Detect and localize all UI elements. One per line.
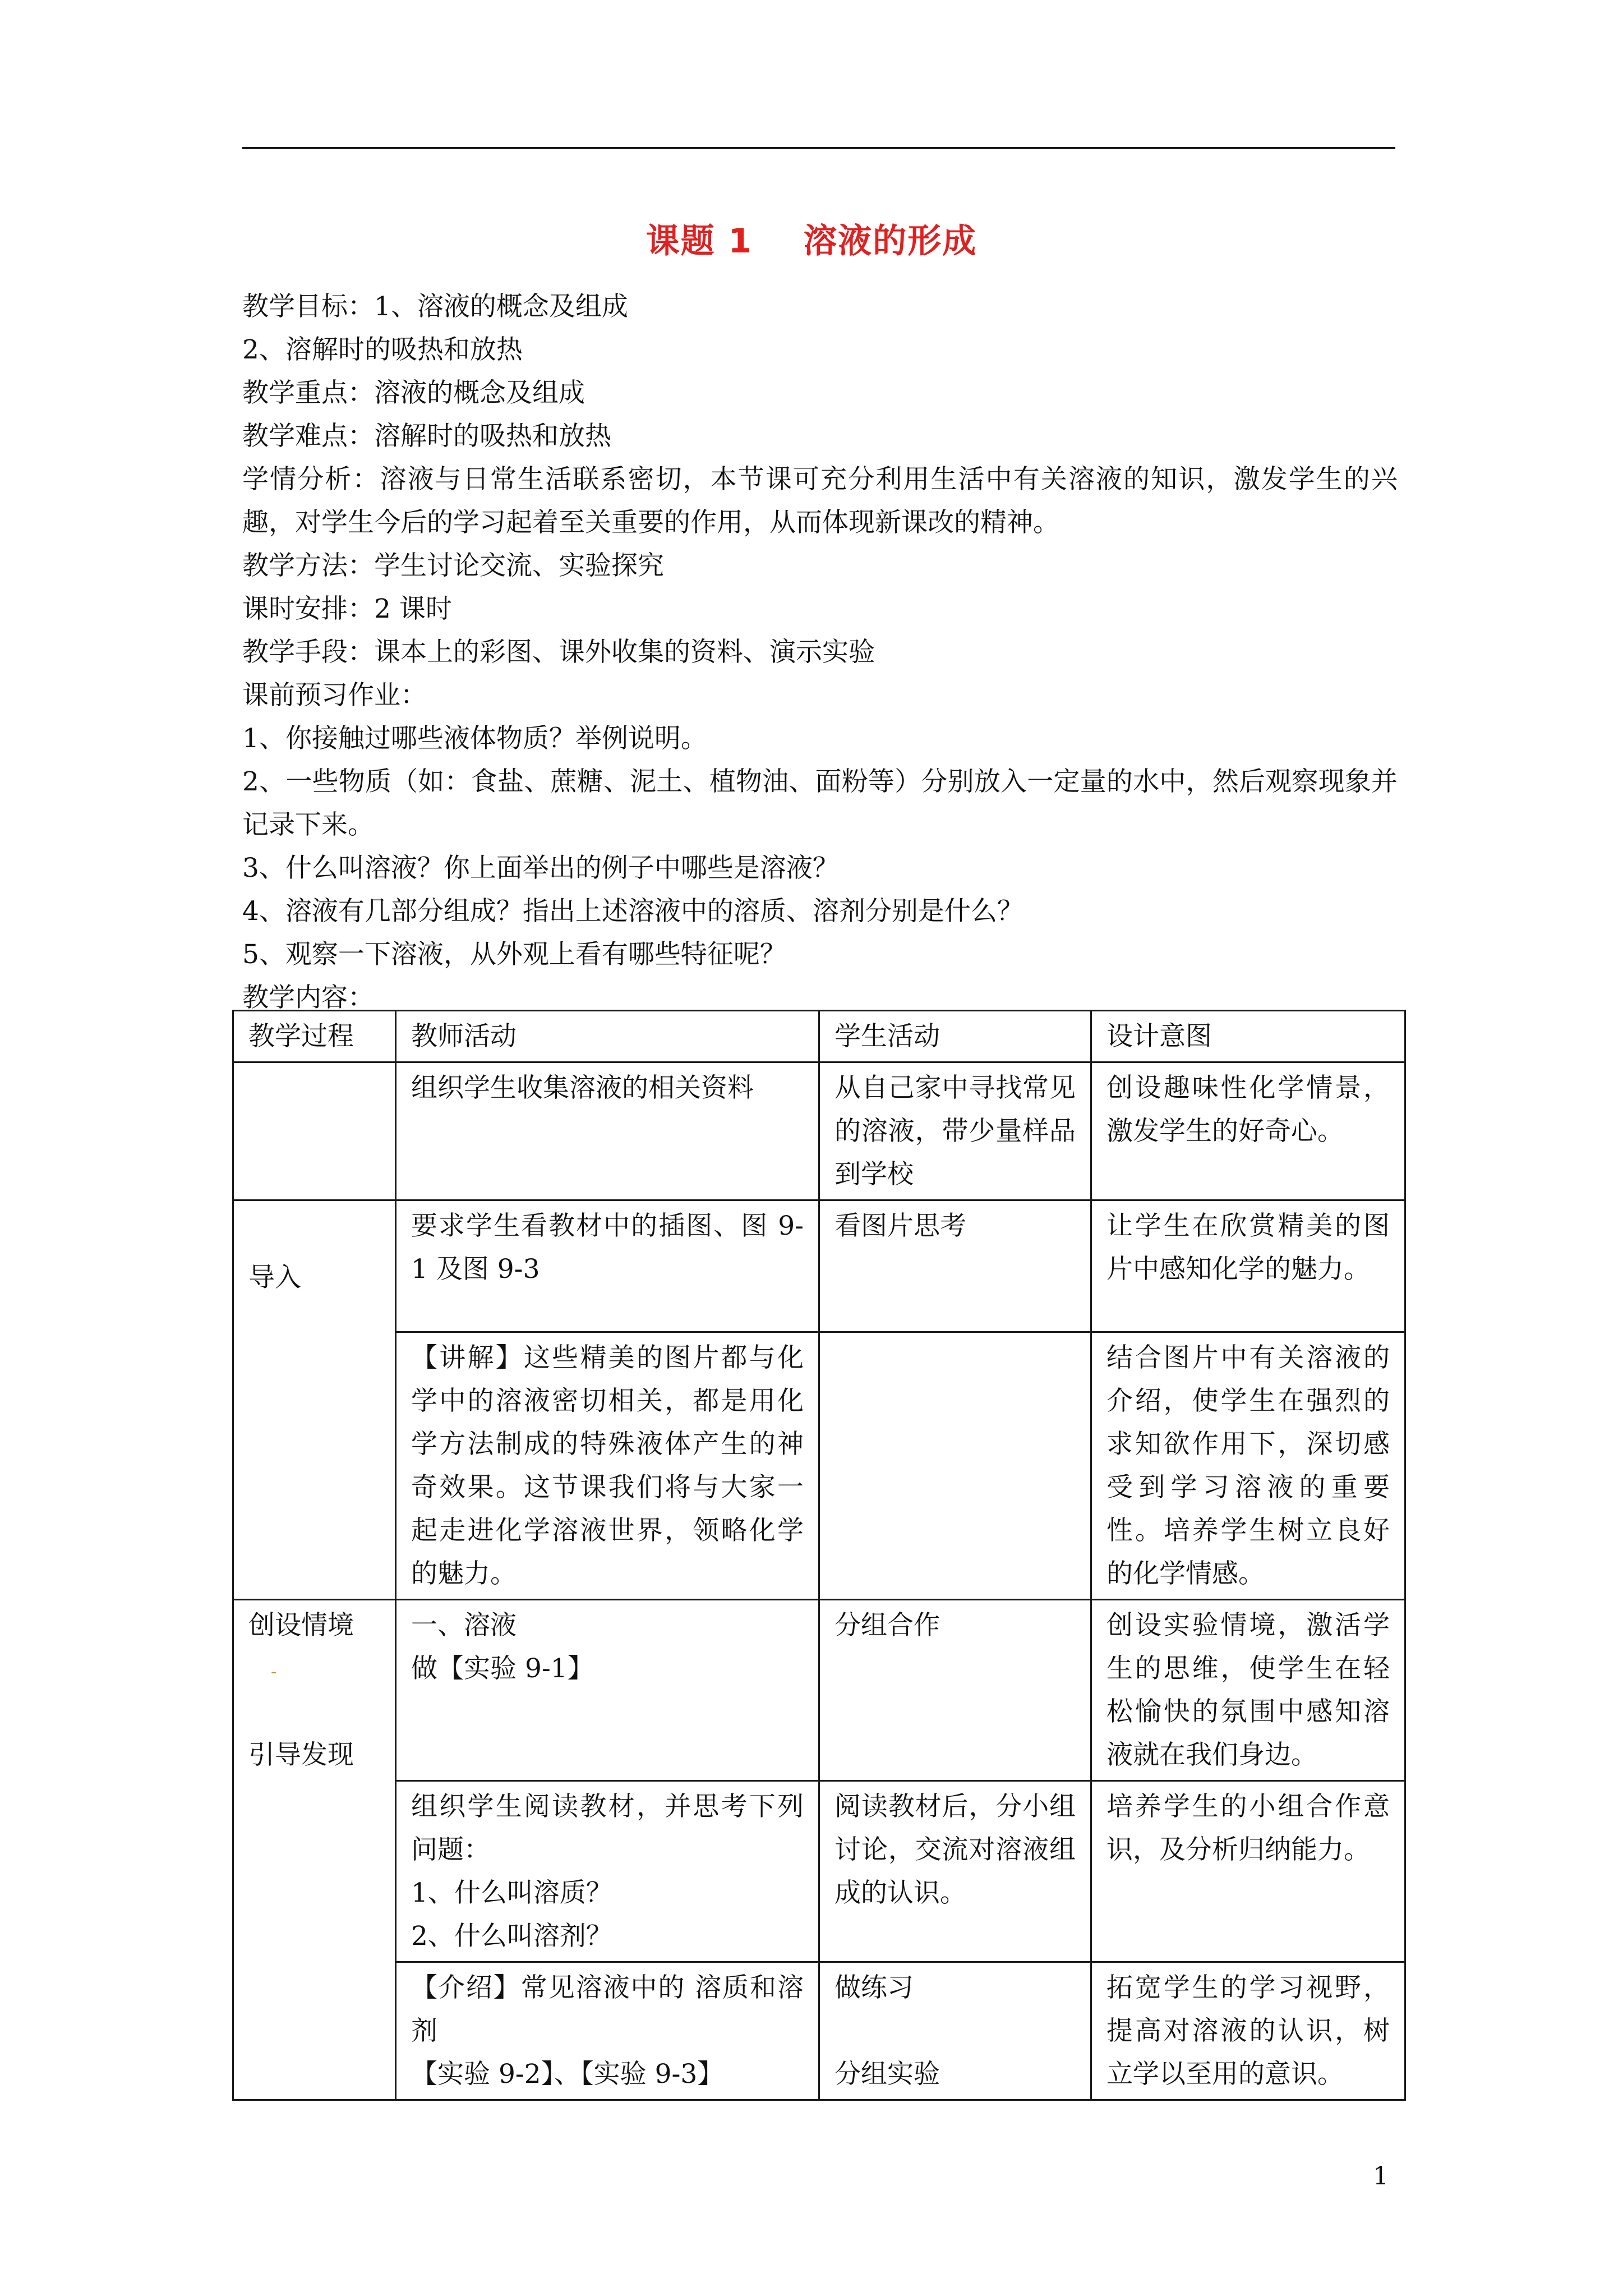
header-cell: 学生活动 <box>819 1011 1091 1062</box>
page-title <box>0 213 1623 269</box>
intent-cell <box>1091 1781 1405 1962</box>
teaching-process-table <box>232 1010 1406 2101</box>
header-cell: 教学过程 <box>233 1011 396 1062</box>
student-cell <box>819 1962 1091 2100</box>
student-cell <box>819 1332 1091 1600</box>
preview-item: 1、你接触过哪些液体物质？举例说明。 <box>242 723 707 754</box>
student-analysis-paragraph: 学情分析：溶液与日常生活联系密切，本节课可充分利用生活中有关溶液的知识，激发学生的兴趣，对学生今后的学习起着至关重要的作用，从而体现新课改的精神。 <box>242 464 1398 538</box>
lesson-plan-intro <box>242 285 1398 1019</box>
objectives-line: 教学目标：1、溶液的概念及组成 <box>242 291 628 322</box>
cell-text: 看图片思考 <box>834 1211 966 1241</box>
cell-text: 【讲解】这些精美的图片都与化学中的溶液密切相关，都是用化学方法制成的特殊液体产生的神奇效果。这节课我们将与大家一起走进化学溶液世界，领略化学的魅力。 <box>411 1342 804 1589</box>
cell-text: 让学生在欣赏精美的图片中感知化学的魅力。 <box>1106 1211 1390 1285</box>
stage-cell <box>233 1062 396 1200</box>
intent-cell <box>1091 1200 1405 1332</box>
cell-text: 拓宽学生的学习视野，提高对溶液的认识，树立学以至用的意识。 <box>1106 1972 1390 2090</box>
table-row <box>233 1332 1405 1600</box>
cell-spacer <box>834 2009 1076 2053</box>
table-row <box>233 1200 1405 1332</box>
intent-cell <box>1091 1062 1405 1200</box>
cell-text: 组织学生阅读教材，并思考下列问题： <box>411 1791 804 1865</box>
stage-label: 创设情境 <box>248 1610 354 1641</box>
title-lesson-number: 课题 1 <box>645 222 753 261</box>
cell-text: 做【实验 9-1】 <box>411 1653 594 1684</box>
page-number: 1 <box>1373 2162 1389 2191</box>
table-row <box>233 1600 1405 1781</box>
teacher-cell <box>396 1332 819 1600</box>
cell-text: 分组实验 <box>834 2059 940 2090</box>
teacher-cell <box>396 1600 819 1781</box>
student-cell <box>819 1062 1091 1200</box>
preview-item: 5、观察一下溶液，从外观上看有哪些特征呢？ <box>242 939 786 970</box>
cell-text: 做练习 <box>834 1972 914 2003</box>
teacher-cell <box>396 1781 819 1962</box>
student-cell <box>819 1200 1091 1332</box>
key-point-line: 教学重点：溶液的概念及组成 <box>242 378 585 408</box>
stage-label: 引导发现 <box>248 1740 354 1770</box>
preview-item: 4、溶液有几部分组成？指出上述溶液中的溶质、溶剂分别是什么？ <box>242 896 1023 927</box>
stage-cell <box>233 1600 396 2100</box>
header-cell: 教师活动 <box>396 1011 819 1062</box>
cell-text: 创设实验情境，激活学生的思维，使学生在轻松愉快的氛围中感知溶液就在我们身边。 <box>1106 1610 1390 1770</box>
method-line: 教学方法：学生讨论交流、实验探究 <box>242 550 664 581</box>
cell-text: 1、什么叫溶质？ <box>411 1878 612 1908</box>
scan-mark: - <box>271 1662 277 1682</box>
header-cell: 设计意图 <box>1091 1011 1405 1062</box>
intent-cell <box>1091 1600 1405 1781</box>
cell-text: 要求学生看教材中的插图、图 9-1 及图 9-3 <box>411 1211 804 1285</box>
preview-item: 3、什么叫溶液？你上面举出的例子中哪些是溶液？ <box>242 853 839 884</box>
student-cell <box>819 1781 1091 1962</box>
student-cell <box>819 1600 1091 1781</box>
teacher-cell <box>396 1962 819 2100</box>
content-heading: 教学内容： <box>242 982 374 1013</box>
cell-text: 阅读教材后，分小组讨论，交流对溶液组成的认识。 <box>834 1791 1076 1908</box>
teacher-cell <box>396 1200 819 1332</box>
intent-cell <box>1091 1962 1405 2100</box>
table-row <box>233 1781 1405 1962</box>
cell-text: 【介绍】常见溶液中的 溶质和溶剂 <box>411 1972 804 2046</box>
cell-text: 一、溶液 <box>411 1610 517 1641</box>
preview-item: 2、一些物质（如：食盐、蔗糖、泥土、植物油、面粉等）分别放入一定量的水中，然后观察现象并记录下来。 <box>242 766 1398 840</box>
teacher-cell <box>396 1062 819 1200</box>
cell-text: 分组合作 <box>834 1610 940 1641</box>
preview-heading: 课前预习作业： <box>242 680 427 711</box>
intent-cell <box>1091 1332 1405 1600</box>
cell-text: 【实验 9-2】、【实验 9-3】 <box>411 2059 724 2090</box>
table-row <box>233 1062 1405 1200</box>
difficulty-line: 教学难点：溶解时的吸热和放热 <box>242 421 611 452</box>
table-row <box>233 1962 1405 2100</box>
cell-text: 2、什么叫溶剂？ <box>411 1921 612 1952</box>
cell-text: 培养学生的小组合作意识，及分析归纳能力。 <box>1106 1791 1390 1865</box>
header-rule <box>242 147 1395 149</box>
cell-text: 组织学生收集溶液的相关资料 <box>411 1073 754 1103</box>
title-lesson-name: 溶液的形成 <box>803 222 978 261</box>
cell-text: 创设趣味性化学情景，激发学生的好奇心。 <box>1106 1073 1390 1147</box>
stage-cell <box>233 1200 396 1600</box>
stage-label: 导入 <box>248 1262 301 1293</box>
objectives-line-2: 2、溶解时的吸热和放热 <box>242 334 523 365</box>
schedule-line: 课时安排：2 课时 <box>242 593 452 624</box>
cell-text: 结合图片中有关溶液的介绍，使学生在强烈的求知欲作用下，深切感受到学习溶液的重要性。培养学生树立良好的化学情感。 <box>1106 1342 1390 1589</box>
means-line: 教学手段：课本上的彩图、课外收集的资料、演示实验 <box>242 637 875 668</box>
table-header-row <box>233 1011 1405 1062</box>
cell-text: 从自己家中寻找常见的溶液，带少量样品到学校 <box>834 1073 1076 1190</box>
